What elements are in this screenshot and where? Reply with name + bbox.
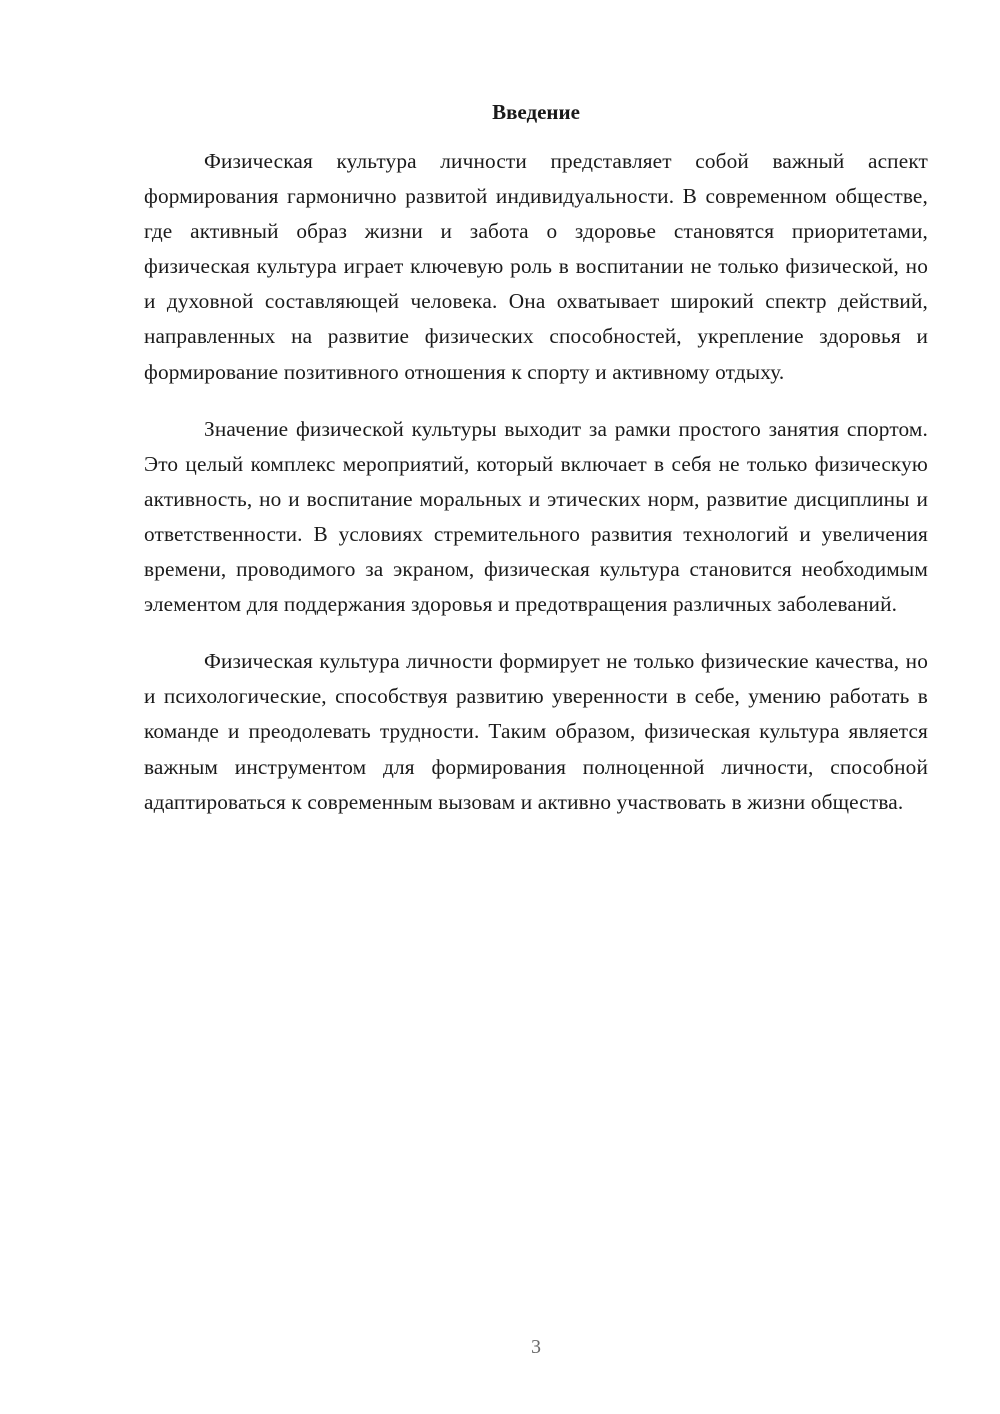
paragraph-2: Значение физической культуры выходит за рамки простого занятия спортом. Это целый комплекс мероприятий, который включает в себя не только физическую активность, но и воспитание моральных и этических норм, развитие дисциплины и ответственности. В условиях стремительного развития технологий и увеличения времени, проводимого за экраном, физическая культура становится необходимым элементом для поддержания здоровья и предотвращения различных заболеваний.	[144, 416, 928, 617]
page-number: 3	[531, 1336, 541, 1358]
body-text	[144, 144, 928, 820]
section-heading: Введение	[492, 100, 580, 124]
paragraph-3: Физическая культура личности формирует не только физические качества, но и психологические, способствуя развитию уверенности в себе, умению работать в команде и преодолевать трудности. Таким образом, физическая культура является важным инструментом для формирования полноценной личности, способной адаптироваться к современным вызовам и активно участвовать в жизни общества.	[144, 649, 928, 814]
paragraph-1: Физическая культура личности представляет собой важный аспект формирования гармонично развитой индивидуальности. В современном обществе, где активный образ жизни и забота о здоровье становятся приоритетами, физическая культура играет ключевую роль в воспитании не только физической, но и духовной составляющей человека. Она охватывает широкий спектр действий, направленных на развитие физических способностей, укрепление здоровья и формирование позитивного отношения к спорту и активному отдыху.	[144, 149, 928, 384]
